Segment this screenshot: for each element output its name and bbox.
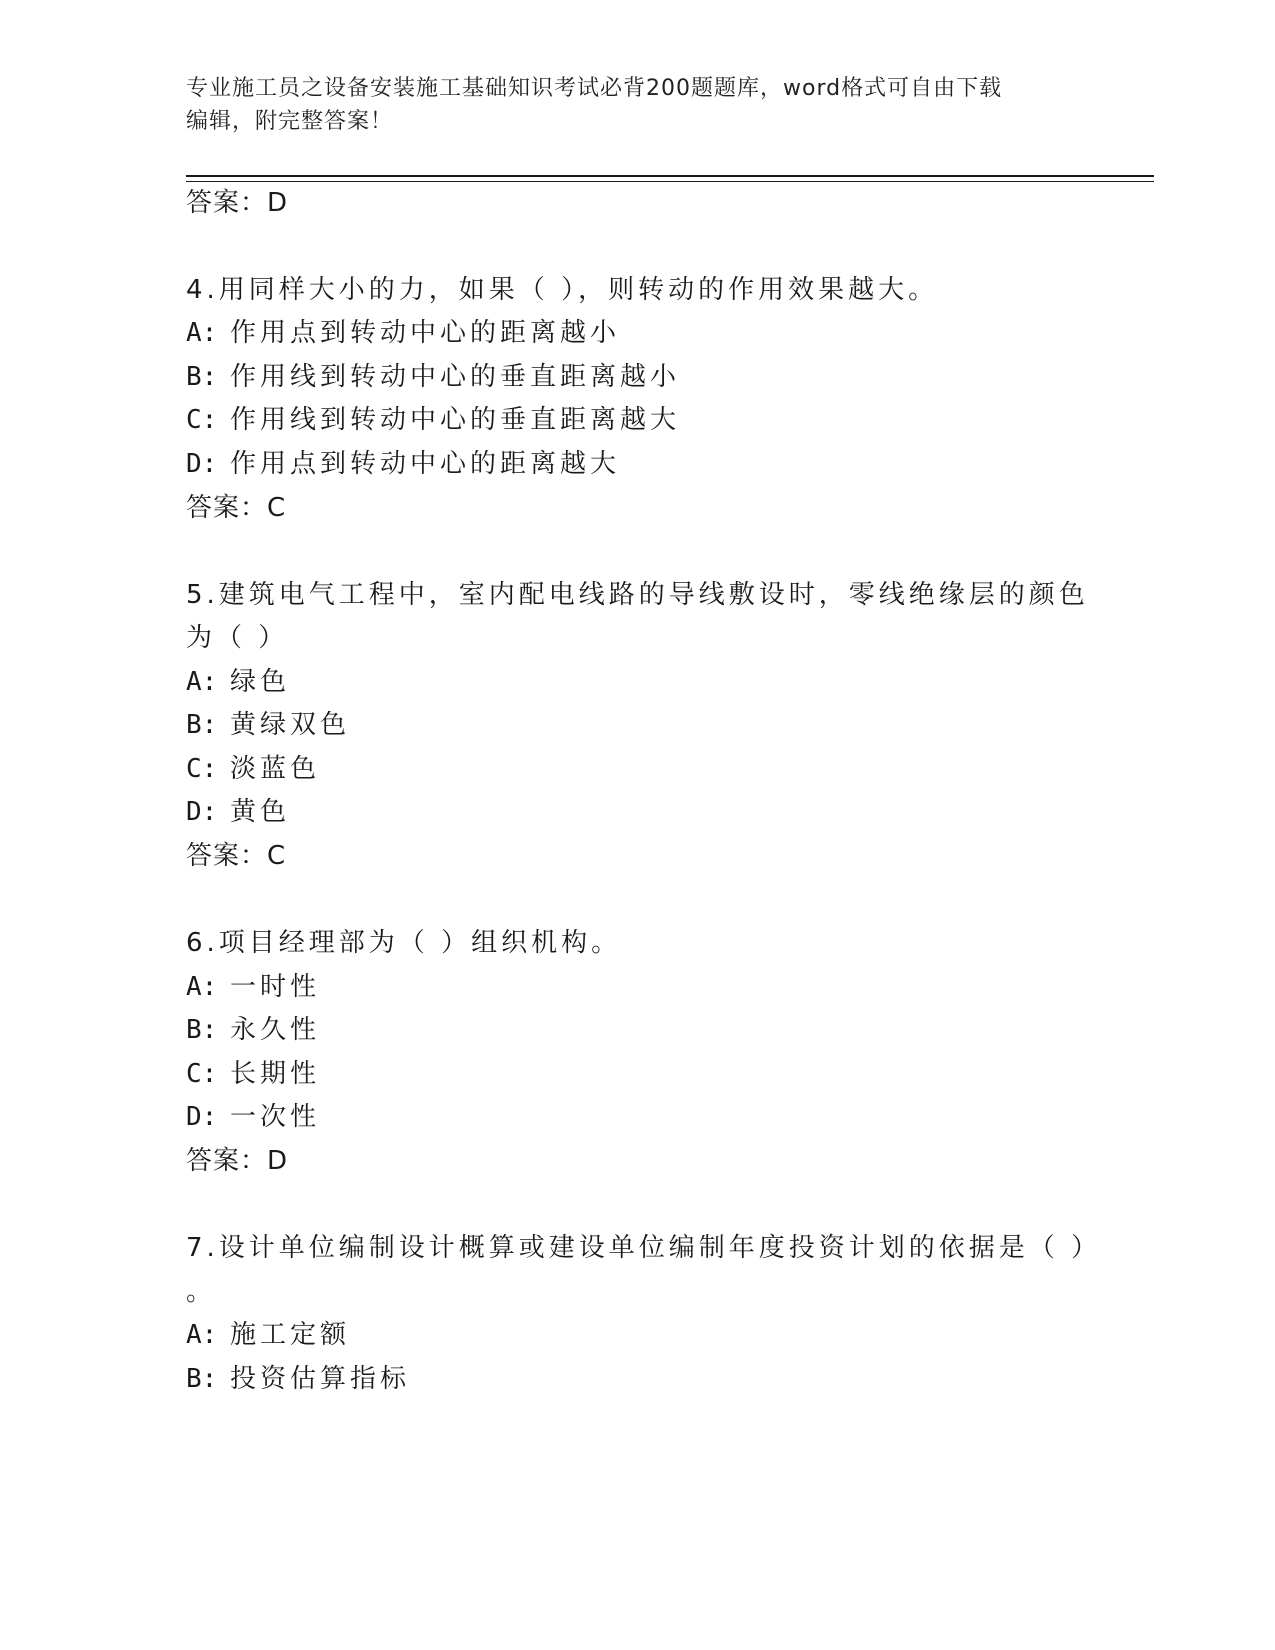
option-5b	[186, 708, 350, 742]
option-text: 作用点到转动中心的距离越小	[230, 318, 621, 348]
option-4b	[186, 360, 680, 394]
option-text: 长期性	[230, 1059, 321, 1089]
option-label: D:	[186, 449, 218, 479]
option-text: 一次性	[230, 1102, 321, 1132]
option-text: 投资估算指标	[230, 1364, 411, 1394]
option-6d	[186, 1100, 320, 1134]
question-7-line-1: 7.设计单位编制设计概算或建设单位编制年度投资计划的依据是（ ）	[186, 1233, 1102, 1263]
question-5-line-2: 为（ ）	[186, 623, 289, 653]
option-label: A:	[186, 318, 218, 348]
option-text: 作用线到转动中心的垂直距离越小	[230, 362, 681, 392]
option-5d	[186, 795, 290, 829]
option-5c	[186, 752, 320, 786]
option-text: 作用点到转动中心的距离越大	[230, 449, 621, 479]
option-label: A:	[186, 972, 218, 1002]
option-text: 永久性	[230, 1015, 321, 1045]
option-4a	[186, 316, 620, 350]
header-line-1: 专业施工员之设备安装施工基础知识考试必背200题题库，word格式可自由下载	[186, 76, 1003, 101]
header-divider-thin	[186, 181, 1154, 182]
option-text: 施工定额	[230, 1320, 351, 1350]
option-text: 绿色	[230, 667, 291, 697]
question-4: 4.用同样大小的力，如果（ ），则转动的作用效果越大。	[186, 275, 939, 305]
question-7-line-2: 。	[186, 1277, 217, 1307]
answer-5: 答案：C	[186, 841, 287, 871]
answer-3: 答案：D	[186, 188, 289, 218]
option-label: B:	[186, 362, 218, 392]
header-line-2: 编辑，附完整答案！	[186, 109, 394, 134]
header-divider-thick	[186, 175, 1154, 177]
option-4d	[186, 447, 620, 481]
question-6: 6.项目经理部为（ ）组织机构。	[186, 928, 622, 958]
option-7b	[186, 1362, 410, 1396]
option-text: 淡蓝色	[230, 754, 321, 784]
option-label: B:	[186, 1015, 218, 1045]
option-4c	[186, 403, 680, 437]
answer-4: 答案：C	[186, 493, 287, 523]
option-label: D:	[186, 797, 218, 827]
option-6c	[186, 1057, 320, 1091]
option-text: 黄色	[230, 797, 291, 827]
option-label: C:	[186, 405, 218, 435]
option-label: C:	[186, 754, 218, 784]
option-text: 黄绿双色	[230, 710, 351, 740]
option-label: B:	[186, 710, 218, 740]
option-label: A:	[186, 667, 218, 697]
question-5-line-1: 5.建筑电气工程中，室内配电线路的导线敷设时，零线绝缘层的颜色	[186, 580, 1089, 610]
option-label: D:	[186, 1102, 218, 1132]
option-label: A:	[186, 1320, 218, 1350]
option-text: 作用线到转动中心的垂直距离越大	[230, 405, 681, 435]
option-7a	[186, 1318, 350, 1352]
option-text: 一时性	[230, 972, 321, 1002]
option-6a	[186, 970, 320, 1004]
option-5a	[186, 665, 290, 699]
answer-6: 答案：D	[186, 1146, 289, 1176]
option-label: B:	[186, 1364, 218, 1394]
option-label: C:	[186, 1059, 218, 1089]
document-header	[186, 72, 1086, 138]
option-6b	[186, 1013, 320, 1047]
